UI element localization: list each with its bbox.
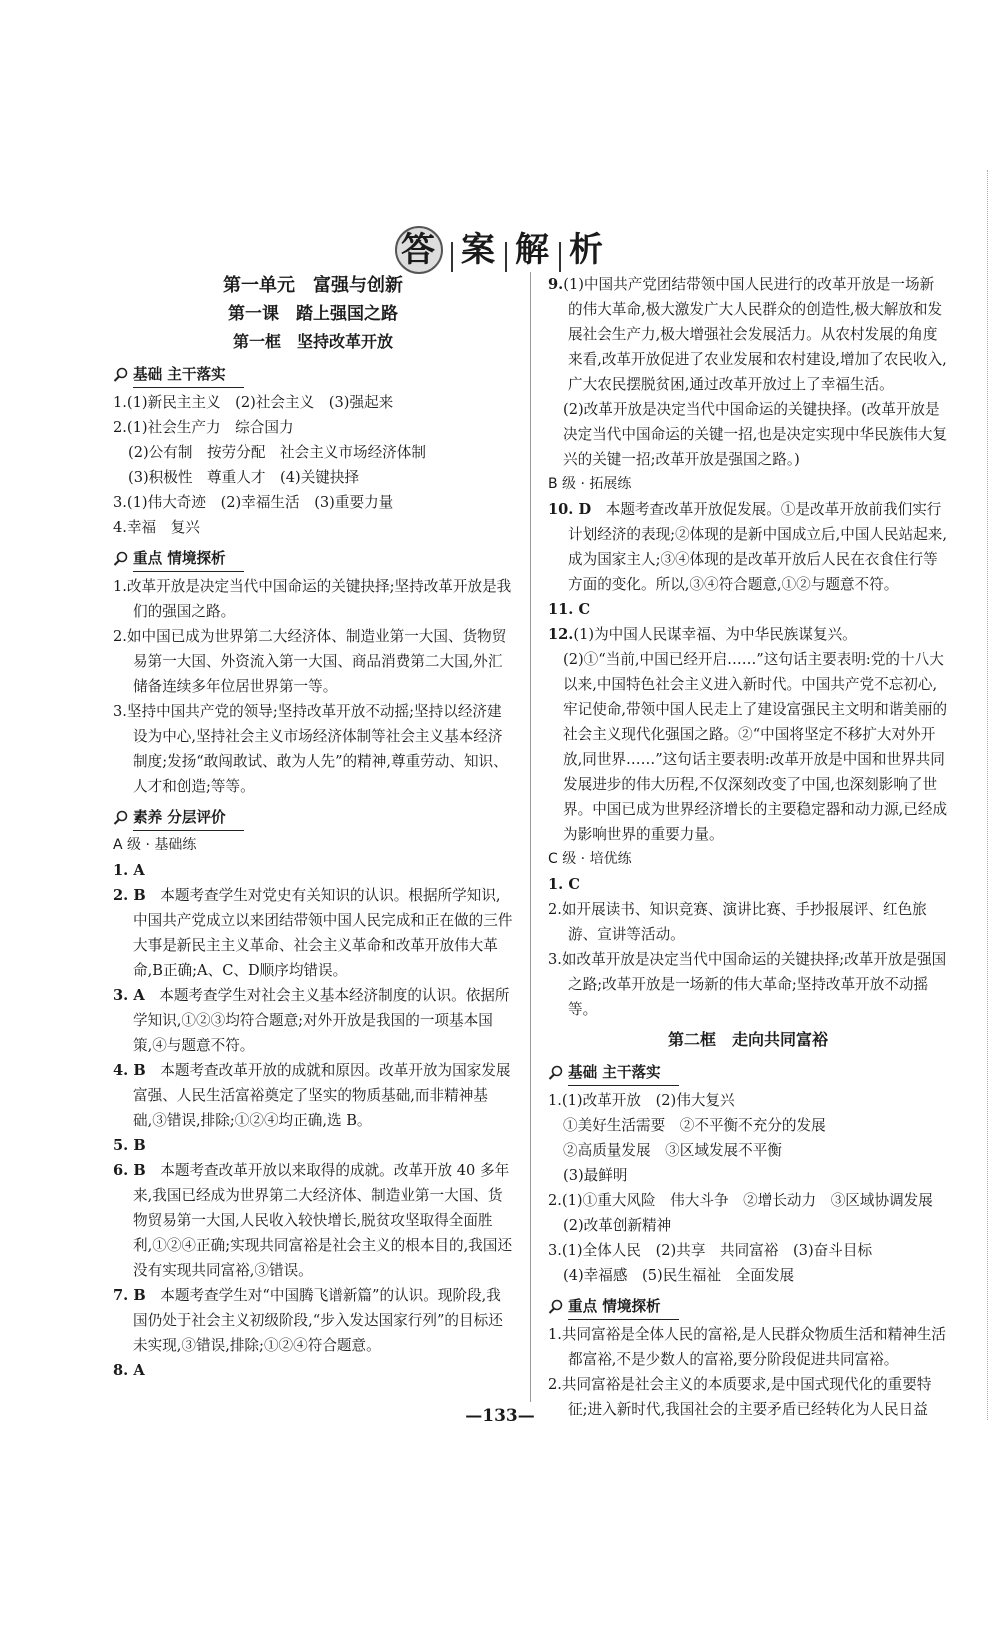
answer-item: 3.坚持中国共产党的领导;坚持改革开放不动摇;坚持以经济建设为中心,坚持社会主义市场经济体制等社会主义基本经济制度;发扬“敢闯敢试、敢为人先”的精神,尊重劳动、知识、人才和创造;等等。	[113, 703, 508, 795]
answer-item	[113, 1283, 513, 1358]
item-number: 8. A	[113, 1362, 145, 1379]
answer-item	[548, 622, 948, 647]
item-text: 本题考查学生对“中国腾飞谱新篇”的认识。现阶段,我国仍处于社会主义初级阶段,“步入发达国家行列”的目标还未实现,③错误,排除;①②④符合题意。	[133, 1287, 503, 1354]
answer-item: 2.共同富裕是社会主义的本质要求,是中国式现代化的重要特征;进入新时代,我国社会的主要矛盾已经转化为人民日益	[548, 1376, 932, 1418]
item-number: 2. B	[113, 887, 146, 904]
item-text: 本题考查学生对党史有关知识的认识。根据所学知识,中国共产党成立以来团结带领中国人民完成和正在做的三件大事是新民主主义革命、社会主义革命和改革开放伟大革命,B正确;A、C、D顺序均错误。	[133, 887, 513, 979]
item-number: 4. B	[113, 1062, 146, 1079]
answer-item: 1. C	[548, 876, 580, 893]
frame-title: 第二框 走向共同富裕	[667, 1030, 828, 1049]
item-number: 6. B	[113, 1162, 146, 1179]
title-divider	[451, 242, 453, 272]
answer-item: 2.如中国已成为世界第二大经济体、制造业第一大国、货物贸易第一大国、外资流入第一大国、商品消费第二大国,外汇储备连续多年位居世界第一等。	[113, 628, 507, 695]
answer-line: (4)幸福感 (5)民生福祉 全面发展	[563, 1267, 795, 1284]
item-number: 10. D	[548, 501, 592, 518]
magnifier-icon	[548, 1065, 564, 1081]
magnifier-icon	[113, 367, 129, 383]
answer-item	[113, 983, 513, 1058]
page-number: —133—	[465, 1406, 535, 1426]
answer-line: (3)积极性 尊重人才 (4)关键抉择	[128, 469, 360, 486]
title-divider	[505, 242, 507, 272]
section-header-basic	[548, 1060, 948, 1086]
answer-item	[113, 1058, 513, 1133]
magnifier-icon	[113, 810, 129, 826]
title-char-1: 答	[395, 226, 443, 274]
answer-item: 3.如改革开放是决定当代中国命运的关键抉择;改革开放是强国之路;改革开放是一场新的伟大革命;坚持改革开放不动摇等。	[548, 951, 947, 1018]
section-header-eval	[113, 805, 513, 831]
frame-title: 第一框 坚持改革开放	[232, 332, 393, 351]
section-label: 素养 分层评价	[133, 805, 244, 831]
answer-item	[113, 1133, 513, 1158]
item-number: 12.	[548, 626, 574, 643]
section-label: 基础 主干落实	[133, 362, 244, 388]
title-char-4: 析	[569, 230, 605, 270]
level-label: B 级 · 拓展练	[548, 476, 632, 492]
answer-item: 11. C	[548, 601, 591, 618]
item-text: 本题考查改革开放以来取得的成就。改革开放 40 多年来,我国已经成为世界第二大经济体、制造业第一大国、货物贸易第一大国,人民收入较快增长,脱贫攻坚取得全面胜利,①②④正确;实现共同富裕是社会主义的根本目的,我国还没有实现共同富裕,③错误。	[133, 1162, 513, 1279]
magnifier-icon	[548, 1299, 564, 1315]
page-title	[0, 222, 1000, 274]
answer-line: 3.(1)全体人民 (2)共享 共同富裕 (3)奋斗目标	[548, 1242, 873, 1259]
section-header-key	[548, 1294, 948, 1320]
answer-item: 1.共同富裕是全体人民的富裕,是人民群众物质生活和精神生活都富裕,不是少数人的富裕,要分阶段促进共同富裕。	[548, 1326, 947, 1368]
answer-line: (3)最鲜明	[563, 1167, 628, 1184]
answer-line: 3.(1)伟大奇迹 (2)幸福生活 (3)重要力量	[113, 494, 394, 511]
answer-item	[113, 1358, 513, 1383]
answer-item	[113, 858, 513, 883]
answer-line: (2)公有制 按劳分配 社会主义市场经济体制	[128, 444, 426, 461]
item-number: 9.	[548, 276, 564, 293]
item-number: 7. B	[113, 1287, 146, 1304]
title-char-2: 案	[461, 230, 497, 270]
answer-item	[548, 497, 948, 597]
item-text: 本题考查改革开放促发展。①是改革开放前我们实行计划经济的表现;②体现的是新中国成立后,中国人民站起来,成为国家主人;③④体现的是改革开放后人民在衣食住行等方面的变化。所以,③④符合题意,①②与题意不符。	[568, 501, 948, 593]
answer-line: 1.(1)新民主主义 (2)社会主义 (3)强起来	[113, 394, 394, 411]
lesson-title: 第一课 踏上强国之路	[228, 304, 398, 324]
item-text: 本题考查改革开放的成就和原因。改革开放为国家发展富强、人民生活富裕奠定了坚实的物质基础,而非精神基础,③错误,排除;①②④均正确,选 B。	[133, 1062, 511, 1129]
right-column	[548, 272, 948, 1422]
level-label: C 级 · 培优练	[548, 851, 632, 867]
answer-item	[548, 272, 948, 397]
magnifier-icon	[113, 551, 129, 567]
answer-line: (2)改革创新精神	[563, 1217, 672, 1234]
item-text: 本题考查学生对社会主义基本经济制度的认识。依据所学知识,①②③均符合题意;对外开放是我国的一项基本国策,④与题意不符。	[133, 987, 510, 1054]
answer-line: 1.(1)改革开放 (2)伟大复兴	[548, 1092, 735, 1109]
item-text: (1)为中国人民谋幸福、为中华民族谋复兴。	[573, 626, 857, 643]
section-header-basic	[113, 362, 513, 388]
unit-title: 第一单元 富强与创新	[223, 275, 403, 296]
answer-item: 1.改革开放是决定当代中国命运的关键抉择;坚持改革开放是我们的强国之路。	[113, 578, 512, 620]
answer-item: (2)①“当前,中国已经开启……”这句话主要表明:党的十八大以来,中国特色社会主义进入新时代。中国共产党不忘初心,牢记使命,带领中国人民走上了建设富强民主文明和谐美丽的社会主义现代化强国之路。②“中国将坚定不移扩大对外开放,同世界……”这句话主要表明:改革开放是中国和世界共同发展进步的伟大历程,不仅深刻改变了中国,也深刻影响了世界。中国已成为世界经济增长的主要稳定器和动力源,已经成为影响世界的重要力量。	[563, 651, 948, 843]
item-text: (1)中国共产党团结带领中国人民进行的改革开放是一场新的伟大革命,极大激发广大人民群众的创造性,极大解放和发展社会生产力,极大增强社会发展活力。从农村发展的角度来看,改革开放促进了农业发展和农村建设,增加了农民收入,广大农民摆脱贫困,通过改革开放过上了幸福生活。	[563, 276, 947, 393]
answer-line: ①美好生活需要 ②不平衡不充分的发展	[563, 1117, 826, 1134]
answer-line: 2.(1)社会生产力 综合国力	[113, 419, 294, 436]
answer-line: 4.幸福 复兴	[113, 519, 200, 536]
answer-item: 2.如开展读书、知识竞赛、演讲比赛、手抄报展评、红色旅游、宣讲等活动。	[548, 901, 927, 943]
item-number: 1. A	[113, 862, 145, 879]
section-header-key	[113, 546, 513, 572]
item-number: 5. B	[113, 1137, 146, 1154]
answer-item	[113, 1158, 513, 1283]
section-label: 重点 情境探析	[568, 1294, 679, 1320]
answer-item: (2)改革开放是决定当代中国命运的关键抉择。(改革开放是决定当代中国命运的关键一招,也是决定实现中华民族伟大复兴的关键一招;改革开放是强国之路。)	[563, 401, 948, 468]
section-label: 重点 情境探析	[133, 546, 244, 572]
answer-line: ②高质量发展 ③区域发展不平衡	[563, 1142, 782, 1159]
answer-line: 2.(1)①重大风险 伟大斗争 ②增长动力 ③区域协调发展	[548, 1192, 933, 1209]
item-number: 3. A	[113, 987, 145, 1004]
answer-item	[113, 883, 513, 983]
title-divider	[559, 242, 561, 272]
left-column	[113, 272, 513, 1383]
dotted-margin-line	[987, 170, 989, 1420]
level-label: A 级 · 基础练	[113, 837, 197, 853]
section-label: 基础 主干落实	[568, 1060, 679, 1086]
title-char-3: 解	[515, 230, 551, 270]
column-divider	[530, 272, 531, 1402]
